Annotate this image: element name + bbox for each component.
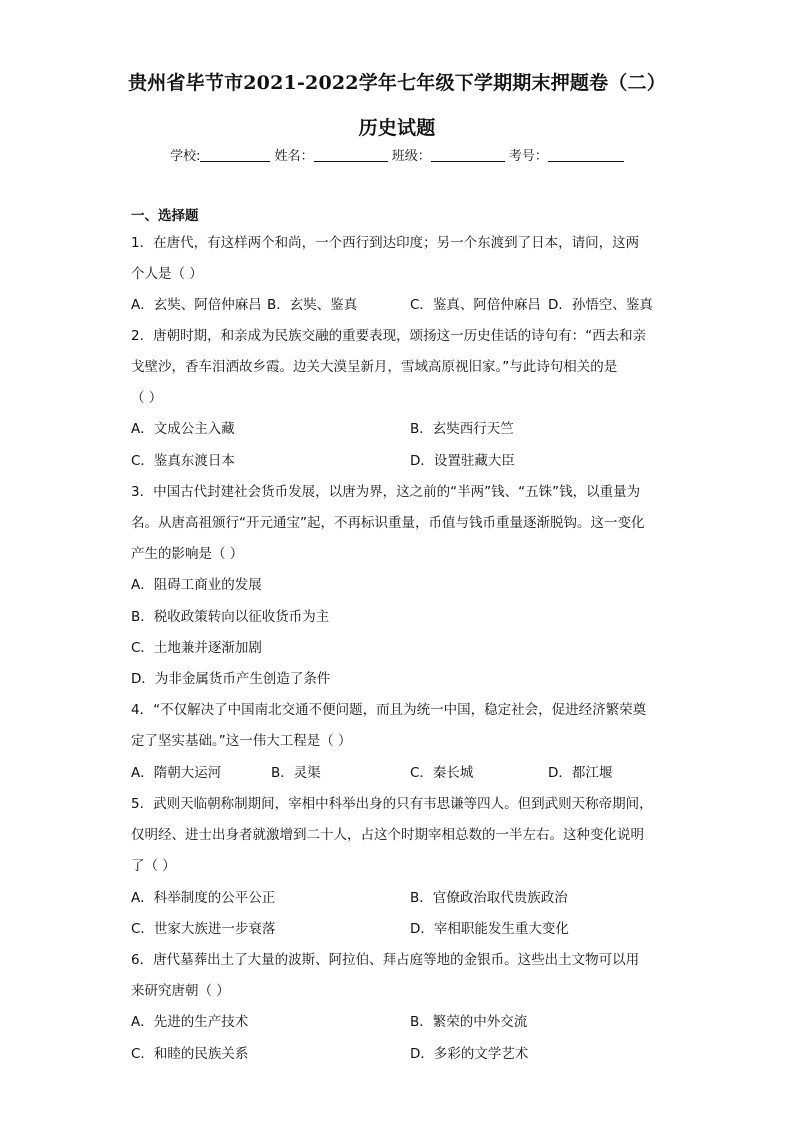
question-2-option-d: D．设置驻藏大臣	[410, 453, 515, 469]
question-6-option-c: C．和睦的民族关系	[131, 1046, 249, 1062]
question-1-line-2: 个人是（ ）	[131, 266, 203, 282]
question-2-line-3: （ ）	[131, 390, 163, 406]
question-1-line-1: 1．在唐代，有这样两个和尚，一个西行到达印度；另一个东渡到了日本，请问，这两	[131, 235, 640, 251]
question-3-option-d: D．为非金属货币产生创造了条件	[131, 671, 331, 687]
question-6-option-b: B．繁荣的中外交流	[410, 1014, 528, 1030]
question-5-line-3: 了（ ）	[131, 858, 176, 874]
question-4-option-b: B．灵渠	[271, 765, 321, 781]
question-3-line-1: 3．中国古代封建社会货币发展，以唐为界，这之前的“半两”钱、“五铢”钱，以重量为	[131, 484, 641, 500]
student-info-row	[0, 145, 794, 164]
question-2-option-c: C．鉴真东渡日本	[131, 453, 235, 469]
name-label: 姓名：	[274, 149, 314, 164]
question-5-option-b: B．官僚政治取代贵族政治	[410, 890, 568, 906]
question-1-option-b: B．玄奘、鉴真	[267, 297, 358, 313]
question-4-option-a: A．隋朝大运河	[131, 765, 222, 781]
exam-number-blank	[548, 147, 624, 162]
exam-number-label: 考号：	[508, 149, 548, 164]
name-blank	[314, 147, 388, 162]
question-6-line-2: 来研究唐朝（ ）	[131, 983, 230, 999]
question-2-line-2: 戈壁沙，香车泪洒故乡霞。边关大漠呈新月，雪域高原视旧家。”与此诗句相关的是	[131, 359, 618, 375]
school-blank	[200, 147, 270, 162]
class-label: 班级：	[391, 149, 431, 164]
exam-subtitle: 历史试题	[358, 117, 436, 139]
question-5-option-c: C．世家大族进一步衰落	[131, 921, 276, 937]
question-3-option-b: B．税收政策转向以征收货币为主	[131, 609, 330, 625]
question-6-line-1: 6．唐代墓葬出土了大量的波斯、阿拉伯、拜占庭等地的金银币。这些出土文物可以用	[131, 952, 640, 968]
question-5-line-2: 仅明经、进士出身者就激增到二十人，占这个时期宰相总数的一半左右。这种变化说明	[131, 827, 644, 843]
question-6-option-d: D．多彩的文学艺术	[410, 1046, 529, 1062]
question-4-line-1: 4．“不仅解决了中国南北交通不便问题，而且为统一中国，稳定社会，促进经济繁荣奠	[131, 702, 647, 718]
question-1-option-a: A．玄奘、阿倍仲麻吕	[131, 297, 262, 313]
question-1-option-d: D．孙悟空、鉴真	[548, 297, 653, 313]
question-2-line-1: 2．唐朝时期，和亲成为民族交融的重要表现，颂扬这一历史佳话的诗句有：“西去和亲	[131, 328, 647, 344]
question-3-line-3: 产生的影响是（ ）	[131, 546, 244, 562]
question-5-option-a: A．科举制度的公平公正	[131, 890, 276, 906]
question-6-option-a: A．先进的生产技术	[131, 1014, 249, 1030]
question-4-line-2: 定了坚实基础。”这一伟大工程是（ ）	[131, 733, 352, 749]
question-3-option-c: C．土地兼并逐渐加剧	[131, 640, 262, 656]
question-5-option-d: D．宰相职能发生重大变化	[410, 921, 569, 937]
question-2-option-b: B．玄奘西行天竺	[410, 421, 514, 437]
school-label: 学校:	[170, 149, 201, 164]
question-3-option-a: A．阻碍工商业的发展	[131, 577, 262, 593]
exam-title: 贵州省毕节市2021-2022学年七年级下学期期末押题卷（二）	[128, 72, 666, 94]
question-4-option-c: C．秦长城	[410, 765, 474, 781]
question-2-option-a: A．文成公主入藏	[131, 421, 235, 437]
section-heading: 一、选择题	[131, 208, 199, 224]
question-5-line-1: 5．武则天临朝称制期间，宰相中科举出身的只有韦思谦等四人。但到武则天称帝期间，	[131, 796, 653, 812]
question-3-line-2: 名。从唐高祖颁行“开元通宝”起，不再标识重量，币值与钱币重量逐渐脱钩。这一变化	[131, 515, 645, 531]
question-1-option-c: C．鉴真、阿倍仲麻吕	[410, 297, 541, 313]
class-blank	[431, 147, 505, 162]
question-4-option-d: D．都江堰	[548, 765, 613, 781]
